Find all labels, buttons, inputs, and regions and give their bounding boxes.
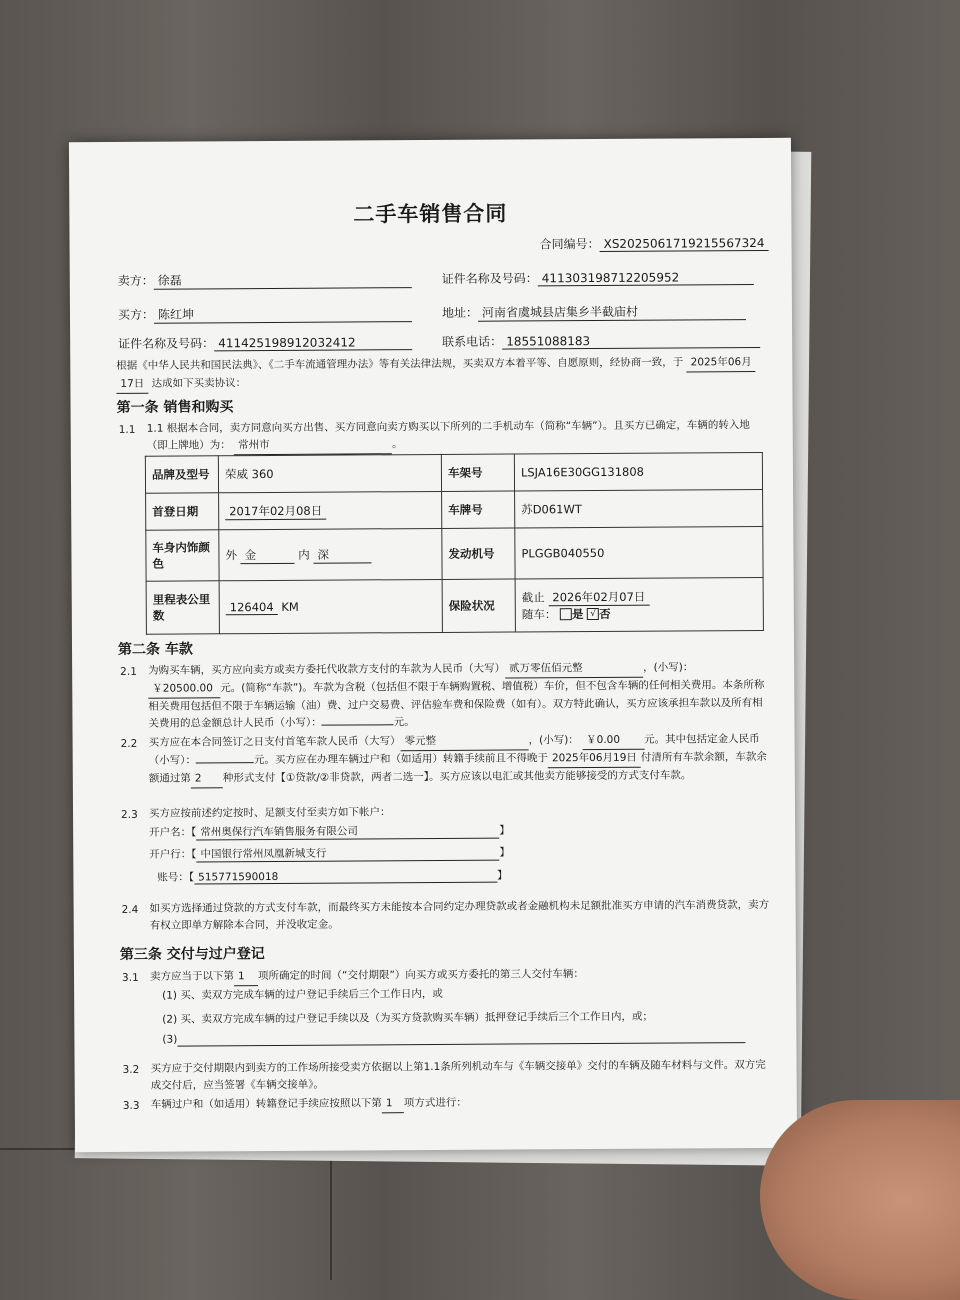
hand (760, 1100, 960, 1300)
clause-number: 2.2 (120, 737, 138, 750)
insurance-cell: 截止 2026年02月07日 随车： 是 √ 否 (515, 577, 763, 632)
clause-number: 2.4 (121, 903, 139, 916)
bank-name: 中国银行常州凤凰新城支行 (196, 845, 499, 863)
buyer-row: 买方： 陈红坤 (118, 304, 412, 324)
delivery-item: 1 (234, 968, 258, 986)
clause-number: 3.2 (122, 1063, 140, 1076)
clause-3-3: 车辆过户和（如适用）转籍登记手续应按照以下第 1 项方式进行： (151, 1093, 771, 1115)
contract-no-value: XS2025061719215567324 (600, 236, 769, 252)
clause-3-1: 卖方应当于以下第 1 项所确定的时间（“交付期限”）向买方或买方委托的第三人交付车辆： (150, 965, 770, 987)
contract-page (69, 138, 797, 1152)
account-number: 515771590018 (194, 870, 497, 885)
sign-date-b: 17日 (116, 376, 148, 394)
buyer-phone: 18551088183 (502, 333, 760, 350)
first-payment-number: ￥0.00 (582, 732, 644, 750)
color-inner: 深 (313, 546, 371, 563)
account-name-row: 开户名：【 常州奥保行汽车销售服务有限公司 】 (149, 824, 510, 839)
option-2: (2) 买、卖双方完成车辆的过户登记手续以及（为买方贷款购买车辆）抵押登记手续后三个工作日内，或； (162, 1010, 654, 1026)
km-cell: 126404 KM (219, 579, 442, 633)
article-3-heading: 第三条 交付与过户登记 (119, 946, 265, 963)
price-chinese: 贰万零伍佰元整 (505, 660, 643, 679)
option-3: (3) (162, 1030, 745, 1047)
option-1: (1) 买、卖双方完成车辆的过户登记手续后三个工作日内，或 (162, 987, 443, 1002)
article-1-heading: 第一条 销售和购买 (116, 399, 234, 416)
clause-2-3: 买方应按前述约定按时、足额支付至卖方如下帐户： (148, 806, 391, 820)
color-outer: 金 (241, 546, 295, 563)
seller-name: 徐磊 (154, 270, 412, 290)
engine-label: 发动机号 (442, 528, 515, 579)
clause-3-2: 买方应于交付期限内到卖方的工作场所接受卖方依据以上第1.1条所列机动车与《车辆交接单》交付的车辆及随车材料与文件。双方完成交付后，应当签署《车辆交接单》。 (150, 1058, 766, 1092)
km-value: 126404 (226, 599, 278, 614)
seller-id-row: 证件名称及号码： 411303198712205952 (442, 268, 754, 287)
table-row (146, 526, 763, 581)
table-row (146, 489, 763, 530)
buyer-id: 411425198912032412 (214, 335, 412, 351)
vehicle-table (145, 452, 764, 635)
clause-number: 1.1 (118, 423, 136, 436)
payment-method: 2 (191, 770, 223, 788)
clause-2-1: 为购买车辆，买方应向卖方或卖方委托代收款方支付的车款为人民币（大写） 贰万零伍佰元整 ，(小写)： ￥20500.00 元。(简称“车款”)。车款为含税（包括但不限于车辆购置税、增值税）车价，但不包含车辆的任何相关费用。本条所称相关费用包括但不限于车辆运输（油）费、过户交易费、评估验车费和保险费（如有）。双方特此确认，买方应该承担车款以及所有相关费用的总金额总计人民币（小写）： 元。 (148, 661, 765, 730)
table-row (146, 577, 763, 634)
insurance-until: 2026年02月07日 (548, 588, 649, 606)
clause-number: 2.1 (120, 665, 137, 678)
preamble: 根据《中华人民共和国民法典》、《二手车流通管理办法》等有关法律法规，买卖双方本着平等、自愿原则，经协商一致，于 2025年06月 17日 达成如下买卖协议： (116, 354, 766, 394)
checkbox-yes (560, 608, 572, 620)
bank-row: 开户行：【 中国银行常州凤凰新城支行 】 (149, 846, 511, 861)
account-name: 常州奥保行汽车销售服务有限公司 (196, 823, 499, 841)
reg-label: 首登日期 (146, 493, 219, 530)
clause-number: 3.3 (122, 1099, 140, 1112)
clause-number: 3.1 (121, 971, 139, 984)
km-label: 里程表公里数 (146, 581, 219, 634)
vin-label: 车架号 (441, 454, 514, 491)
first-payment-chinese: 零元整 (401, 732, 529, 751)
reg-value: 2017年02月08日 (225, 502, 326, 520)
contract-title: 二手车销售合同 (353, 201, 508, 227)
reg-cell (219, 491, 442, 529)
table-row (145, 452, 762, 493)
sign-date-a: 2025年06月 (687, 354, 756, 372)
vin-value: LSJA16E30GG131808 (514, 452, 762, 491)
brand-label: 品牌及型号 (145, 456, 218, 493)
checkbox-no: √ (587, 608, 599, 620)
buyer-name: 陈红坤 (154, 304, 412, 324)
color-cell: 外 金 内 深 (219, 528, 442, 580)
buyer-address: 河南省虞城县店集乡半截庙村 (478, 302, 746, 322)
color-label: 车身内饰颜色 (146, 530, 219, 581)
payment-deadline: 2025年06月19日 (548, 750, 641, 769)
contract-no: 合同编号： XS2025061719215567324 (539, 234, 768, 252)
seller-id: 411303198712205952 (538, 270, 754, 286)
floor-seam (330, 1150, 332, 1280)
engine-value: PLGGB040550 (515, 526, 763, 579)
brand-value: 荣威 360 (218, 454, 441, 492)
seller-row: 卖方： 徐磊 (118, 270, 412, 290)
transfer-way: 1 (382, 1095, 404, 1113)
clause-number: 2.3 (120, 808, 138, 821)
clause-1-1: 1.1 根据本合同，卖方同意向买方出售、买方同意向卖方购买以下所列的二手机动车（简称“车辆”）。且买方已确定，车辆的转入地（即上牌地）为： 常州市 。 (147, 417, 767, 456)
clause-2-2: 买方应在本合同签订之日支付首笔车款人民币（大写） 零元整 ，(小写)： ￥0.00 元。其中包括定金人民币（小写）： 元。买方应在办理车辆过户和（如适用）转籍手续前且不得晚于 2025年06月19日 付清所有车款余额，车款余额通过第 2 种形式支付【①贷款/②非贷款，两者二选一】。买方应该以电汇或其他卖方能够接受的方式支付车款。 (149, 731, 769, 789)
plate-label: 车牌号 (442, 491, 515, 528)
buyer-id-row: 证件名称及号码： 411425198912032412 (118, 333, 412, 352)
plate-value: 苏D061WT (515, 489, 763, 528)
register-city: 常州市 (234, 436, 392, 455)
article-2-heading: 第二条 车款 (117, 641, 193, 658)
address-row: 地址： 河南省虞城县店集乡半截庙村 (442, 302, 746, 322)
phone-row: 联系电话： 18551088183 (442, 331, 760, 350)
price-number: ￥20500.00 (148, 680, 220, 698)
account-no-row: 账号：【 515771590018 】 (157, 869, 508, 884)
clause-2-4: 如买方选择通过贷款的方式支付车款，而最终买方未能按本合同约定办理贷款或者金融机构未足额批准买方申请的汽车消费贷款，卖方有权立即单方解除本合同，并没收定金。 (149, 898, 770, 932)
insurance-label: 保险状况 (442, 579, 515, 632)
